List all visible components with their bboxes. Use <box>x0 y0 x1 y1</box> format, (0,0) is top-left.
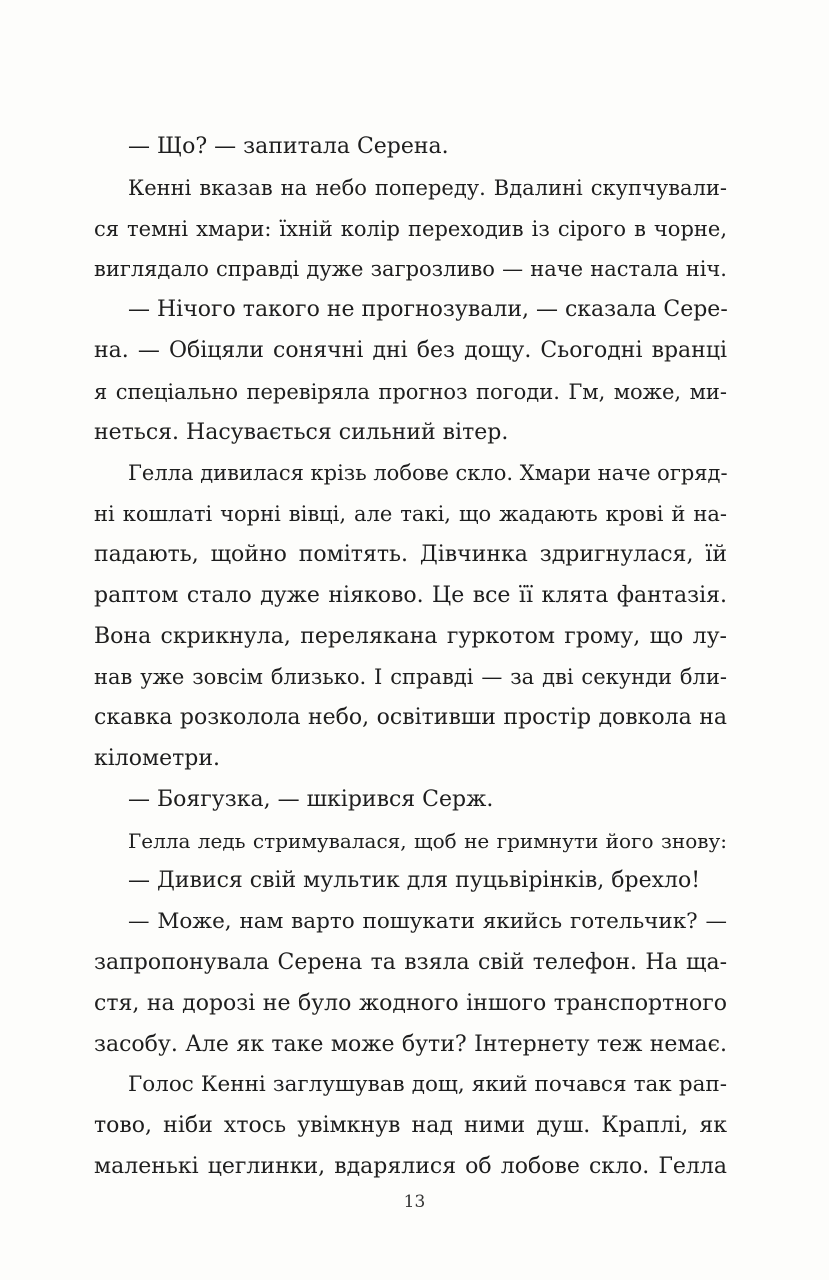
text-line: — Може, нам варто пошукати якийсь готельчик? — <box>128 909 727 935</box>
text-line: ся темні хмари: їхній колір переходив із сірого в чорне, <box>94 216 727 241</box>
text-line: раптом стало дуже ніяково. Це все її клята фантазія. <box>94 582 727 608</box>
text-line: стя, на дорозі не було жодного іншого транспортного <box>94 990 727 1016</box>
text-line: — Що? — запитала Серена. <box>128 134 449 159</box>
text-line: Кенні вказав на небо попереду. Вдалині скупчували- <box>128 175 727 200</box>
text-line: Голос Кенні заглушував дощ, який почався так рап- <box>128 1072 727 1098</box>
text-line: маленькі цеглинки, вдарялися об лобове скло. Гелла <box>94 1153 727 1179</box>
text-line: на. — Обіцяли сонячні дні без дощу. Сьогодні вранці <box>94 337 727 363</box>
text-line: кілометри. <box>94 745 221 771</box>
text-line: — Дивися свій мультик для пуцьвірінків, брехло! <box>128 868 701 894</box>
text-line: Гелла ледь стримувалася, щоб не гримнути його знову: <box>128 828 727 853</box>
text-line: неться. Насувається сильний вітер. <box>94 419 509 445</box>
text-line: запропонувала Серена та взяла свій телефон. На ща- <box>94 949 727 975</box>
text-line: засобу. Але як таке може бути? Інтернету теж немає. <box>94 1031 727 1057</box>
text-line: я спеціально перевіряла прогноз погоди. Гм, може, ми- <box>94 379 727 404</box>
page-number: 13 <box>403 1192 426 1212</box>
text-line: падають, щойно помітять. Дівчинка здригнулася, їй <box>94 541 727 567</box>
text-line: тово, ніби хтось увімкнув над ними душ. Краплі, як <box>94 1113 727 1139</box>
text-line: виглядало справді дуже загрозливо — наче настала ніч. <box>94 257 727 282</box>
text-line: ні кошлаті чорні вівці, але такі, що жадають крові й на- <box>94 502 727 527</box>
text-line: Вона скрикнула, перелякана гуркотом грому, що лу- <box>94 623 727 649</box>
body-text <box>94 127 727 1188</box>
text-line: скавка розколола небо, освітивши простір довкола на <box>94 705 727 731</box>
text-line: Гелла дивилася крізь лобове скло. Хмари наче огряд- <box>128 461 728 486</box>
text-line: нав уже зовсім близько. І справді — за дві секунди бли- <box>94 665 727 690</box>
text-line: — Боягузка, — шкірився Серж. <box>128 786 494 812</box>
text-line: — Нічого такого не прогнозували, — сказала Сере- <box>128 297 728 323</box>
